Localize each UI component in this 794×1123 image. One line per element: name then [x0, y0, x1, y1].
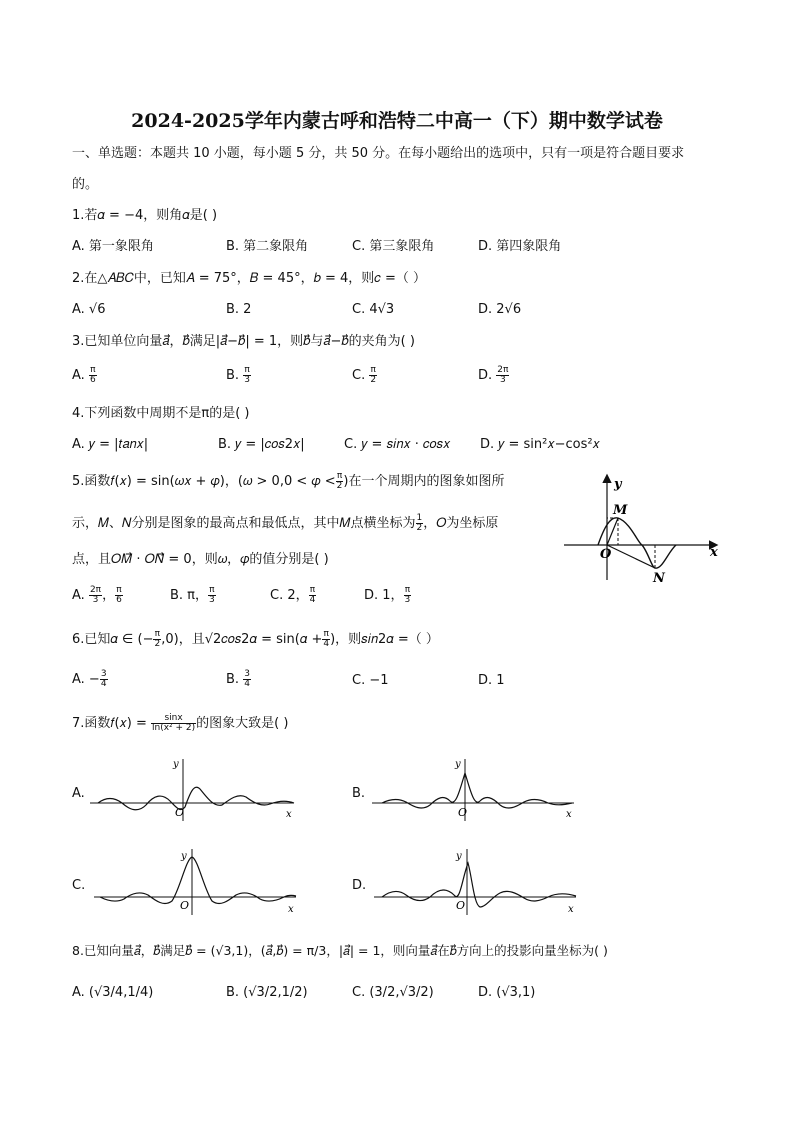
question-5-stem-line2: 示，𝑀、𝑁分别是图象的最高点和最低点，其中𝑀点横坐标为 $\frac{1}{2}$ ，𝑂为坐标原 — [72, 513, 499, 533]
question-4-stem: 4.下列函数中周期不是π的是( ) — [72, 406, 250, 421]
question-7-stem: 7.函数𝑓(𝑥) = $\frac{\sin x}{\text{ln(x² + 2)}}$ 的图象大致是( ) — [72, 713, 289, 733]
svg-text:y: y — [455, 759, 461, 770]
question-5-stem-line1: 5.函数𝑓(𝑥) = sin(𝜔𝑥 + 𝜑)，(𝜔 > 0,0 < 𝜑 < $\frac{\pi}{2}$ )在一个周期内的图象如图所 — [72, 471, 505, 491]
label-n: N — [653, 571, 665, 586]
svg-text:y: y — [181, 851, 187, 862]
question-1-option-b[interactable]: B. 第二象限角 — [226, 239, 309, 254]
question-7-option-a-label[interactable]: A. — [72, 786, 85, 801]
label-m: M — [613, 503, 628, 518]
svg-text:O: O — [456, 899, 466, 912]
question-3-option-d[interactable] — [478, 366, 509, 385]
question-5-stem-line3: 点，且𝑂𝑀⃗ · 𝑂𝑁⃗ = 0，则𝜔，𝜑的值分别是( ) — [72, 552, 329, 567]
question-5-option-a[interactable]: A. $\frac{2\pi}{3}$ ， $\frac{\pi}{6}$ — [72, 585, 122, 605]
option-label: A. — [72, 368, 85, 383]
question-6-stem: 6.已知𝛼 ∈ (− $\frac{\pi}{2}$ ,0)，且√2𝑐𝑜𝑠2𝛼 = sin(𝛼 + $\frac{\pi}{4}$ )，则𝑠𝑖𝑛2𝛼 =（ ） — [72, 629, 439, 649]
fraction-one-half: $\frac{1}{2}$ — [416, 513, 423, 533]
question-7-option-d-label[interactable]: D. — [352, 878, 367, 893]
option-fraction: $\frac{\pi}{2}$ — [370, 365, 377, 385]
option-fraction: $\frac{2\pi}{3}$ — [497, 365, 509, 385]
question-7-option-b-label[interactable]: B. — [352, 786, 366, 801]
question-3-stem: 3.已知单位向量𝑎⃗，𝑏⃗满足|𝑎⃗−𝑏⃗| = 1，则𝑏⃗与𝑎⃗−𝑏⃗的夹角为( ) — [72, 334, 415, 349]
question-6-option-a[interactable]: A. − $\frac{3}{4}$ — [72, 669, 107, 689]
label-x: x — [710, 545, 718, 560]
question-2-option-a[interactable]: A. √6 — [72, 302, 106, 317]
question-4-option-c[interactable]: C. 𝑦 = 𝑠𝑖𝑛𝑥 · 𝑐𝑜𝑠𝑥 — [344, 437, 451, 452]
question-5-option-c[interactable]: C. 2， $\frac{\pi}{4}$ — [270, 585, 316, 605]
question-1-option-a[interactable]: A. 第一象限角 — [72, 239, 154, 254]
question-8-stem: 8.已知向量𝑎⃗，𝑏⃗满足𝑏⃗ = (√3,1)，(𝑎⃗,𝑏⃗) = π/3，|𝑎⃗| = 1，则向量𝑎⃗在𝑏⃗方向上的投影向量坐标为( ) — [72, 943, 608, 958]
question-8-option-b[interactable]: B. (√3/2,1/2) — [226, 985, 308, 1000]
question-3-option-b[interactable] — [226, 366, 251, 385]
section-heading-line1: 一、单选题：本题共 10 小题，每小题 5 分，共 50 分。在每小题给出的选项中，只有一项是符合题目要求 — [72, 146, 685, 161]
question-4-option-b[interactable]: B. 𝑦 = |𝑐𝑜𝑠2𝑥| — [218, 437, 305, 452]
label-y: y — [614, 477, 622, 492]
question-8-option-d[interactable]: D. (√3,1) — [478, 985, 536, 1000]
question-8-option-a[interactable]: A. (√3/4,1/4) — [72, 985, 154, 1000]
svg-text:O: O — [458, 806, 468, 819]
svg-text:y: y — [173, 759, 179, 770]
page-title: 2024-2025学年内蒙古呼和浩特二中高一（下）期中数学试卷 — [131, 110, 663, 132]
question-2-option-c[interactable]: C. 4√3 — [352, 302, 395, 317]
svg-text:x: x — [288, 904, 294, 915]
question-3-option-c[interactable] — [352, 366, 377, 385]
question-7-graph-d[interactable] — [372, 845, 587, 917]
svg-text:x: x — [286, 809, 292, 820]
question-4-option-a[interactable]: A. 𝑦 = |𝑡𝑎𝑛𝑥| — [72, 437, 149, 452]
question-6-option-b[interactable]: B. $\frac{3}{4}$ — [226, 669, 250, 689]
question-1-stem: 1.若𝛼 = −4，则角𝛼是( ) — [72, 208, 218, 223]
question-3-option-a[interactable] — [72, 366, 97, 385]
question-4-option-d[interactable]: D. 𝑦 = sin²𝑥−cos²𝑥 — [480, 437, 600, 452]
svg-text:x: x — [566, 809, 572, 820]
question-1-option-c[interactable]: C. 第三象限角 — [352, 239, 435, 254]
label-o: O — [600, 547, 612, 562]
question-7-option-c-label[interactable]: C. — [72, 878, 86, 893]
question-7-graph-a[interactable] — [88, 755, 308, 823]
option-fraction: $\frac{\pi}{6}$ — [89, 365, 96, 385]
question-2-stem: 2.在△𝐴𝐵𝐶中，已知𝐴 = 75°，𝐵 = 45°，𝑏 = 4，则𝑐 =（ ） — [72, 271, 427, 286]
fraction-pi-over-2: $\frac{\pi}{2}$ — [336, 471, 343, 491]
question-7-graph-c[interactable] — [92, 845, 307, 917]
svg-text:x: x — [568, 904, 574, 915]
question-5-option-d[interactable]: D. 1， $\frac{\pi}{3}$ — [364, 585, 411, 605]
option-label: B. — [226, 368, 240, 383]
question-2-option-b[interactable]: B. 2 — [226, 302, 252, 317]
question-7-graph-b[interactable] — [370, 755, 585, 823]
svg-text:y: y — [456, 851, 462, 862]
question-5-option-b[interactable]: B. π， $\frac{\pi}{3}$ — [170, 585, 215, 605]
svg-text:O: O — [180, 899, 190, 912]
question-5-figure — [560, 468, 725, 586]
option-fraction: $\frac{\pi}{3}$ — [244, 365, 250, 385]
option-label: C. — [352, 368, 366, 383]
question-6-option-c[interactable]: C. −1 — [352, 673, 389, 688]
question-6-option-d[interactable]: D. 1 — [478, 673, 505, 688]
question-1-option-d[interactable]: D. 第四象限角 — [478, 239, 562, 254]
section-heading-line2: 的。 — [72, 177, 99, 192]
question-8-option-c[interactable]: C. (3/2,√3/2) — [352, 985, 434, 1000]
option-label: D. — [478, 368, 493, 383]
svg-text:O: O — [175, 806, 185, 819]
question-2-option-d[interactable]: D. 2√6 — [478, 302, 522, 317]
